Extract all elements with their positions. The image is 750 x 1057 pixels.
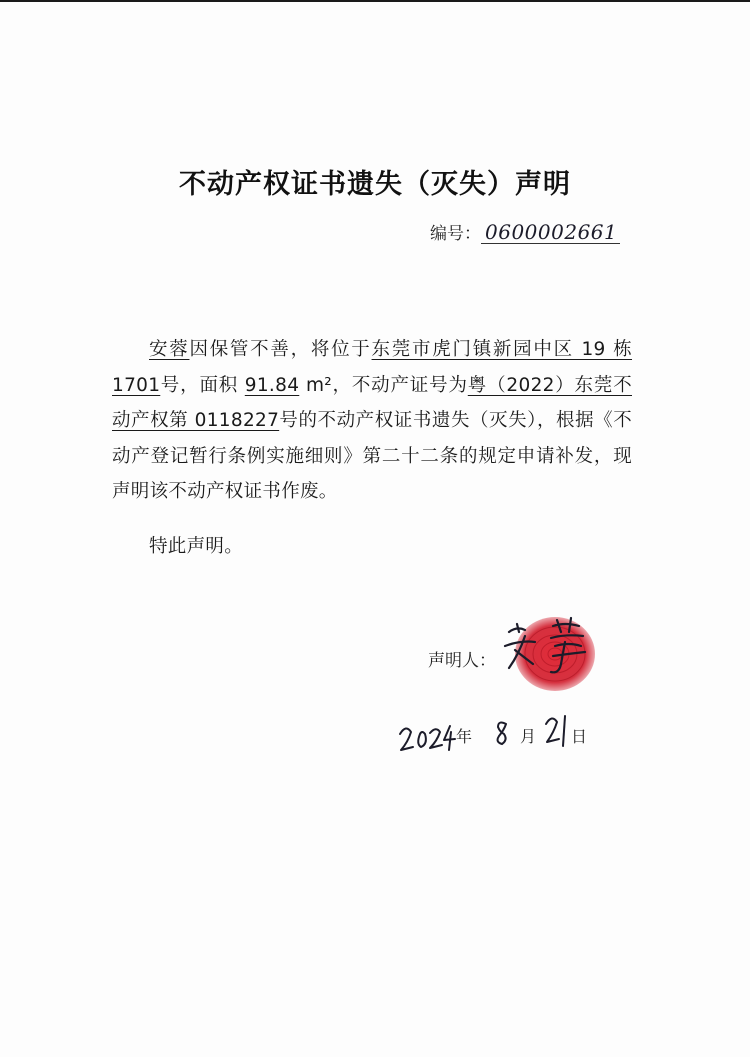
year-unit: 年 [456, 727, 473, 746]
day-unit: 日 [571, 727, 588, 746]
paragraph-text-4: 号的不动产权证书遗失（灭失），根据《不动产登记暂行条例实施细则》第二十二条的规定申请补发，现声明该不动产权证书作废。 [112, 410, 633, 502]
owner-name: 安蓉 [149, 339, 190, 360]
month-unit: 月 [520, 727, 537, 746]
paragraph-text-2: 号，面积 [160, 374, 245, 396]
number-label: 编号： [430, 224, 481, 244]
declarant-label: 声明人： [428, 651, 496, 671]
certificate-number: 粤（2022）东莞不动产权第 0118227 [112, 374, 632, 431]
statement-paragraph [112, 332, 632, 510]
date-day-handwritten [543, 710, 573, 750]
property-area: 91.84 [244, 374, 300, 396]
property-address: 东莞市虎门镇新园中区 19 栋 1701 [112, 339, 633, 396]
paragraph-text-1: 因保管不善，将位于 [189, 339, 372, 360]
page-title: 不动产权证书遗失（灭失）声明 [179, 169, 571, 200]
date-year-handwritten [398, 720, 456, 756]
signature-seal [495, 602, 615, 702]
document-number-row [430, 219, 620, 244]
paragraph-text-3: m²，不动产证号为 [299, 374, 468, 396]
date-month-handwritten [492, 718, 512, 748]
signed-date [398, 710, 618, 760]
number-value: 0600002661 [481, 221, 620, 244]
red-fingerprint-seal-icon [495, 602, 615, 702]
closing-text: 特此声明。 [149, 536, 244, 557]
